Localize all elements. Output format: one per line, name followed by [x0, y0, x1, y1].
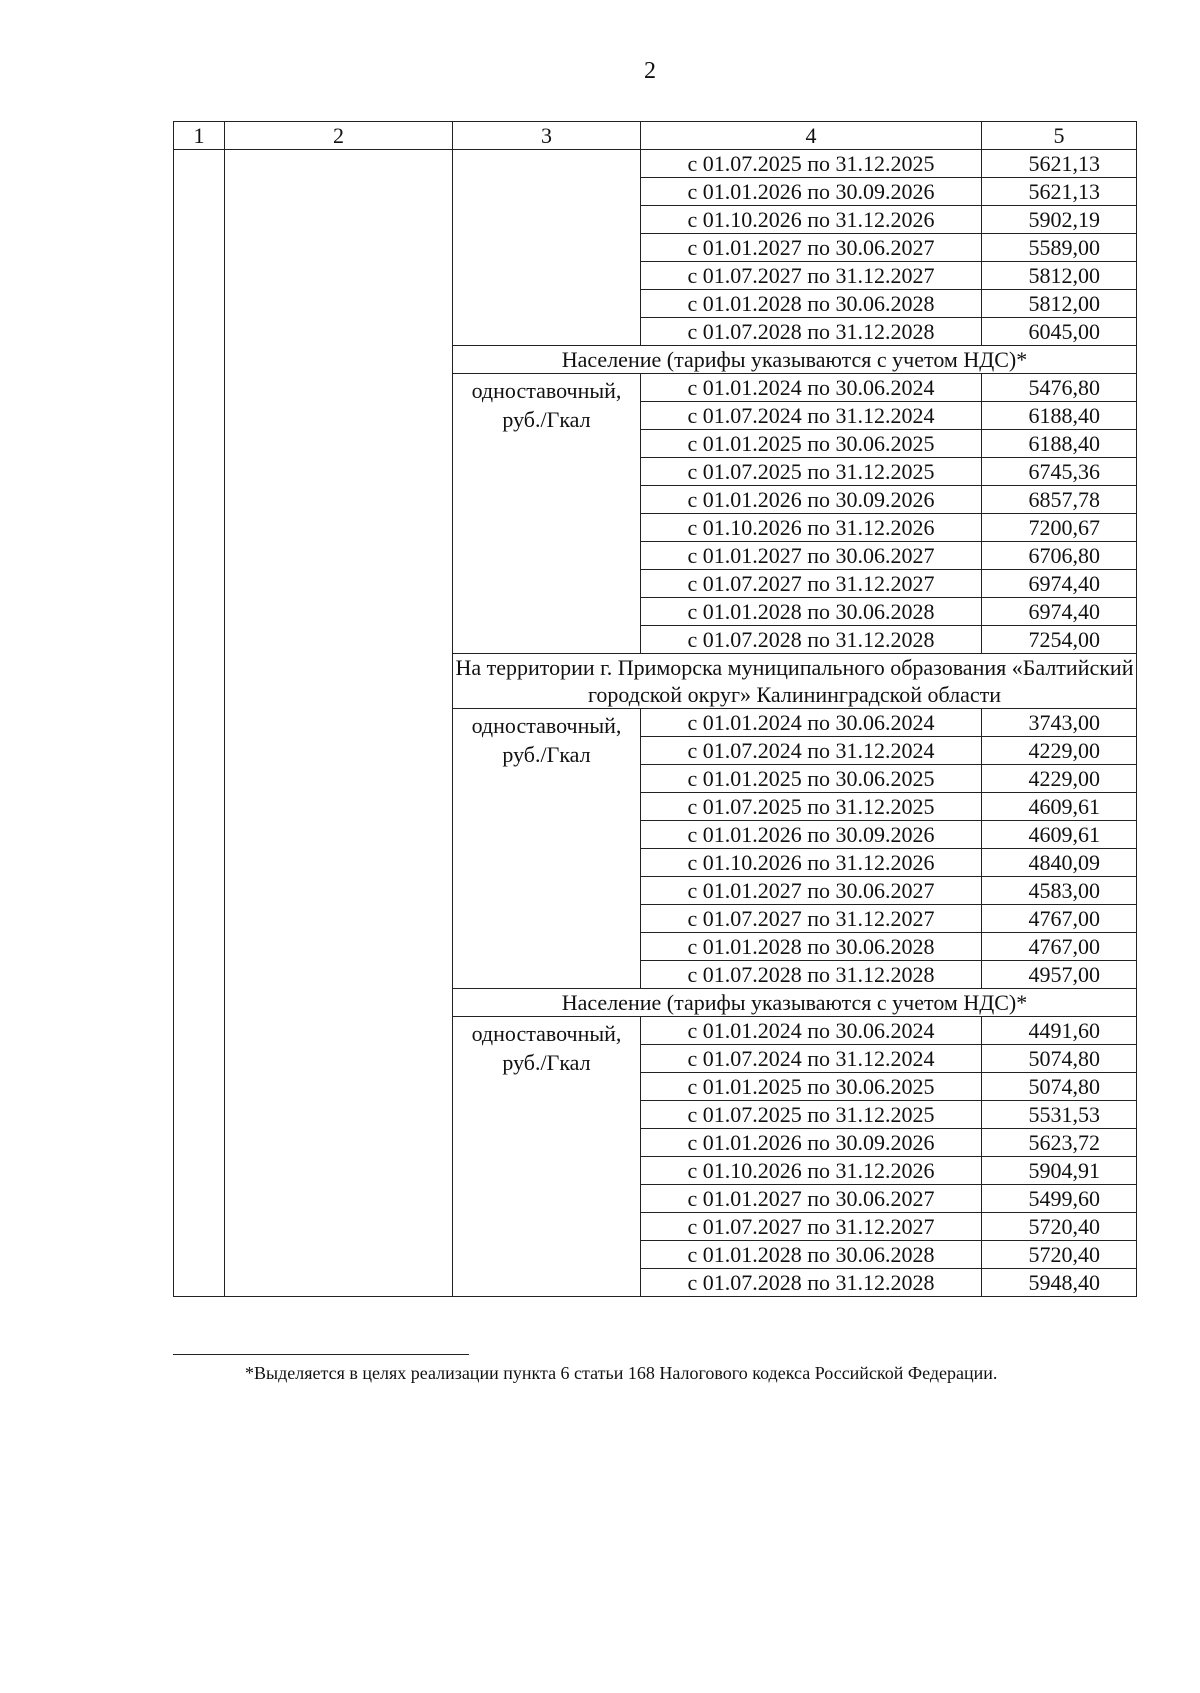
- period-cell: с 01.07.2028 по 31.12.2028: [641, 961, 982, 989]
- period-cell: с 01.07.2027 по 31.12.2027: [641, 905, 982, 933]
- tariff-type-label: одноставочный,: [471, 378, 622, 403]
- period-cell: с 01.07.2024 по 31.12.2024: [641, 402, 982, 430]
- period-cell: с 01.01.2024 по 30.06.2024: [641, 374, 982, 402]
- period-cell: с 01.07.2025 по 31.12.2025: [641, 793, 982, 821]
- period-cell: с 01.10.2026 по 31.12.2026: [641, 849, 982, 877]
- column-2-cell: [225, 150, 453, 1297]
- tariff-value-cell: 5812,00: [982, 262, 1137, 290]
- period-cell: с 01.01.2024 по 30.06.2024: [641, 709, 982, 737]
- period-cell: с 01.07.2028 по 31.12.2028: [641, 626, 982, 654]
- tariff-type-label: одноставочный,: [471, 713, 622, 738]
- period-cell: с 01.07.2027 по 31.12.2027: [641, 570, 982, 598]
- tariff-value-cell: 4491,60: [982, 1017, 1137, 1045]
- tariff-value-cell: 4957,00: [982, 961, 1137, 989]
- period-cell: с 01.07.2028 по 31.12.2028: [641, 1269, 982, 1297]
- tariff-value-cell: 4767,00: [982, 905, 1137, 933]
- tariff-unit-label: руб./Гкал: [502, 1050, 591, 1075]
- tariff-type-cell: [453, 709, 641, 989]
- table-row: [174, 150, 1137, 178]
- period-cell: с 01.10.2026 по 31.12.2026: [641, 1157, 982, 1185]
- period-cell: с 01.07.2025 по 31.12.2025: [641, 458, 982, 486]
- tariff-value-cell: 4840,09: [982, 849, 1137, 877]
- period-cell: с 01.10.2026 по 31.12.2026: [641, 514, 982, 542]
- period-cell: с 01.07.2025 по 31.12.2025: [641, 1101, 982, 1129]
- period-cell: с 01.01.2028 по 30.06.2028: [641, 933, 982, 961]
- tariff-value-cell: 6974,40: [982, 598, 1137, 626]
- period-cell: с 01.01.2026 по 30.09.2026: [641, 178, 982, 206]
- tariff-type-cell: [453, 150, 641, 346]
- period-cell: с 01.01.2027 по 30.06.2027: [641, 234, 982, 262]
- tariff-value-cell: 5720,40: [982, 1241, 1137, 1269]
- column-header-3: 3: [453, 122, 641, 150]
- tariff-value-cell: 6857,78: [982, 486, 1137, 514]
- period-cell: с 01.07.2027 по 31.12.2027: [641, 262, 982, 290]
- period-cell: с 01.01.2026 по 30.09.2026: [641, 486, 982, 514]
- tariff-value-cell: 4229,00: [982, 765, 1137, 793]
- tariff-value-cell: 4767,00: [982, 933, 1137, 961]
- tariff-value-cell: 5621,13: [982, 178, 1137, 206]
- tariff-value-cell: 6974,40: [982, 570, 1137, 598]
- period-cell: с 01.07.2024 по 31.12.2024: [641, 1045, 982, 1073]
- tariff-value-cell: 5904,91: [982, 1157, 1137, 1185]
- tariff-value-cell: 5812,00: [982, 290, 1137, 318]
- period-cell: с 01.01.2026 по 30.09.2026: [641, 821, 982, 849]
- column-1-cell: [174, 150, 225, 1297]
- tariff-type-cell: [453, 374, 641, 654]
- tariff-value-cell: 5621,13: [982, 150, 1137, 178]
- tariff-value-cell: 5499,60: [982, 1185, 1137, 1213]
- section-title: На территории г. Приморска муниципального образования «Балтийский городской округ» Калининградской области: [453, 654, 1137, 709]
- section-title: Население (тарифы указываются с учетом НДС)*: [453, 989, 1137, 1017]
- tariff-value-cell: 5074,80: [982, 1045, 1137, 1073]
- tariff-value-cell: 3743,00: [982, 709, 1137, 737]
- column-header-4: 4: [641, 122, 982, 150]
- tariff-value-cell: 4609,61: [982, 793, 1137, 821]
- period-cell: с 01.01.2028 по 30.06.2028: [641, 290, 982, 318]
- tariff-value-cell: 4229,00: [982, 737, 1137, 765]
- tariff-value-cell: 4583,00: [982, 877, 1137, 905]
- period-cell: с 01.01.2025 по 30.06.2025: [641, 765, 982, 793]
- period-cell: с 01.01.2024 по 30.06.2024: [641, 1017, 982, 1045]
- footnote-separator: [173, 1354, 469, 1355]
- period-cell: с 01.07.2024 по 31.12.2024: [641, 737, 982, 765]
- period-cell: с 01.01.2025 по 30.06.2025: [641, 1073, 982, 1101]
- table-header-row: [174, 122, 1137, 150]
- period-cell: с 01.01.2027 по 30.06.2027: [641, 1185, 982, 1213]
- tariff-value-cell: 5531,53: [982, 1101, 1137, 1129]
- tariff-unit-label: руб./Гкал: [502, 742, 591, 767]
- period-cell: с 01.01.2027 по 30.06.2027: [641, 877, 982, 905]
- tariff-value-cell: 7200,67: [982, 514, 1137, 542]
- period-cell: с 01.07.2028 по 31.12.2028: [641, 318, 982, 346]
- tariff-value-cell: 5902,19: [982, 206, 1137, 234]
- tariff-value-cell: 7254,00: [982, 626, 1137, 654]
- tariff-value-cell: 5074,80: [982, 1073, 1137, 1101]
- column-header-1: 1: [174, 122, 225, 150]
- tariff-value-cell: 5720,40: [982, 1213, 1137, 1241]
- tariff-value-cell: 5948,40: [982, 1269, 1137, 1297]
- tariff-value-cell: 6706,80: [982, 542, 1137, 570]
- tariff-type-cell: [453, 1017, 641, 1297]
- column-header-2: 2: [225, 122, 453, 150]
- period-cell: с 01.01.2025 по 30.06.2025: [641, 430, 982, 458]
- tariff-type-label: одноставочный,: [471, 1021, 622, 1046]
- period-cell: с 01.01.2028 по 30.06.2028: [641, 1241, 982, 1269]
- tariff-value-cell: 6188,40: [982, 430, 1137, 458]
- period-cell: с 01.10.2026 по 31.12.2026: [641, 206, 982, 234]
- page-number: 2: [644, 58, 656, 84]
- period-cell: с 01.07.2027 по 31.12.2027: [641, 1213, 982, 1241]
- tariff-value-cell: 5623,72: [982, 1129, 1137, 1157]
- tariff-value-cell: 6188,40: [982, 402, 1137, 430]
- footnote: *Выделяется в целях реализации пункта 6 статьи 168 Налогового кодекса Российской Федерации.: [245, 1363, 998, 1383]
- tariff-value-cell: 6045,00: [982, 318, 1137, 346]
- period-cell: с 01.01.2027 по 30.06.2027: [641, 542, 982, 570]
- tariff-value-cell: 5476,80: [982, 374, 1137, 402]
- tariff-value-cell: 5589,00: [982, 234, 1137, 262]
- period-cell: с 01.07.2025 по 31.12.2025: [641, 150, 982, 178]
- section-title: Население (тарифы указываются с учетом НДС)*: [453, 346, 1137, 374]
- tariff-value-cell: 4609,61: [982, 821, 1137, 849]
- period-cell: с 01.01.2026 по 30.09.2026: [641, 1129, 982, 1157]
- tariff-value-cell: 6745,36: [982, 458, 1137, 486]
- tariff-table: [173, 121, 1137, 1297]
- column-header-5: 5: [982, 122, 1137, 150]
- period-cell: с 01.01.2028 по 30.06.2028: [641, 598, 982, 626]
- tariff-unit-label: руб./Гкал: [502, 407, 591, 432]
